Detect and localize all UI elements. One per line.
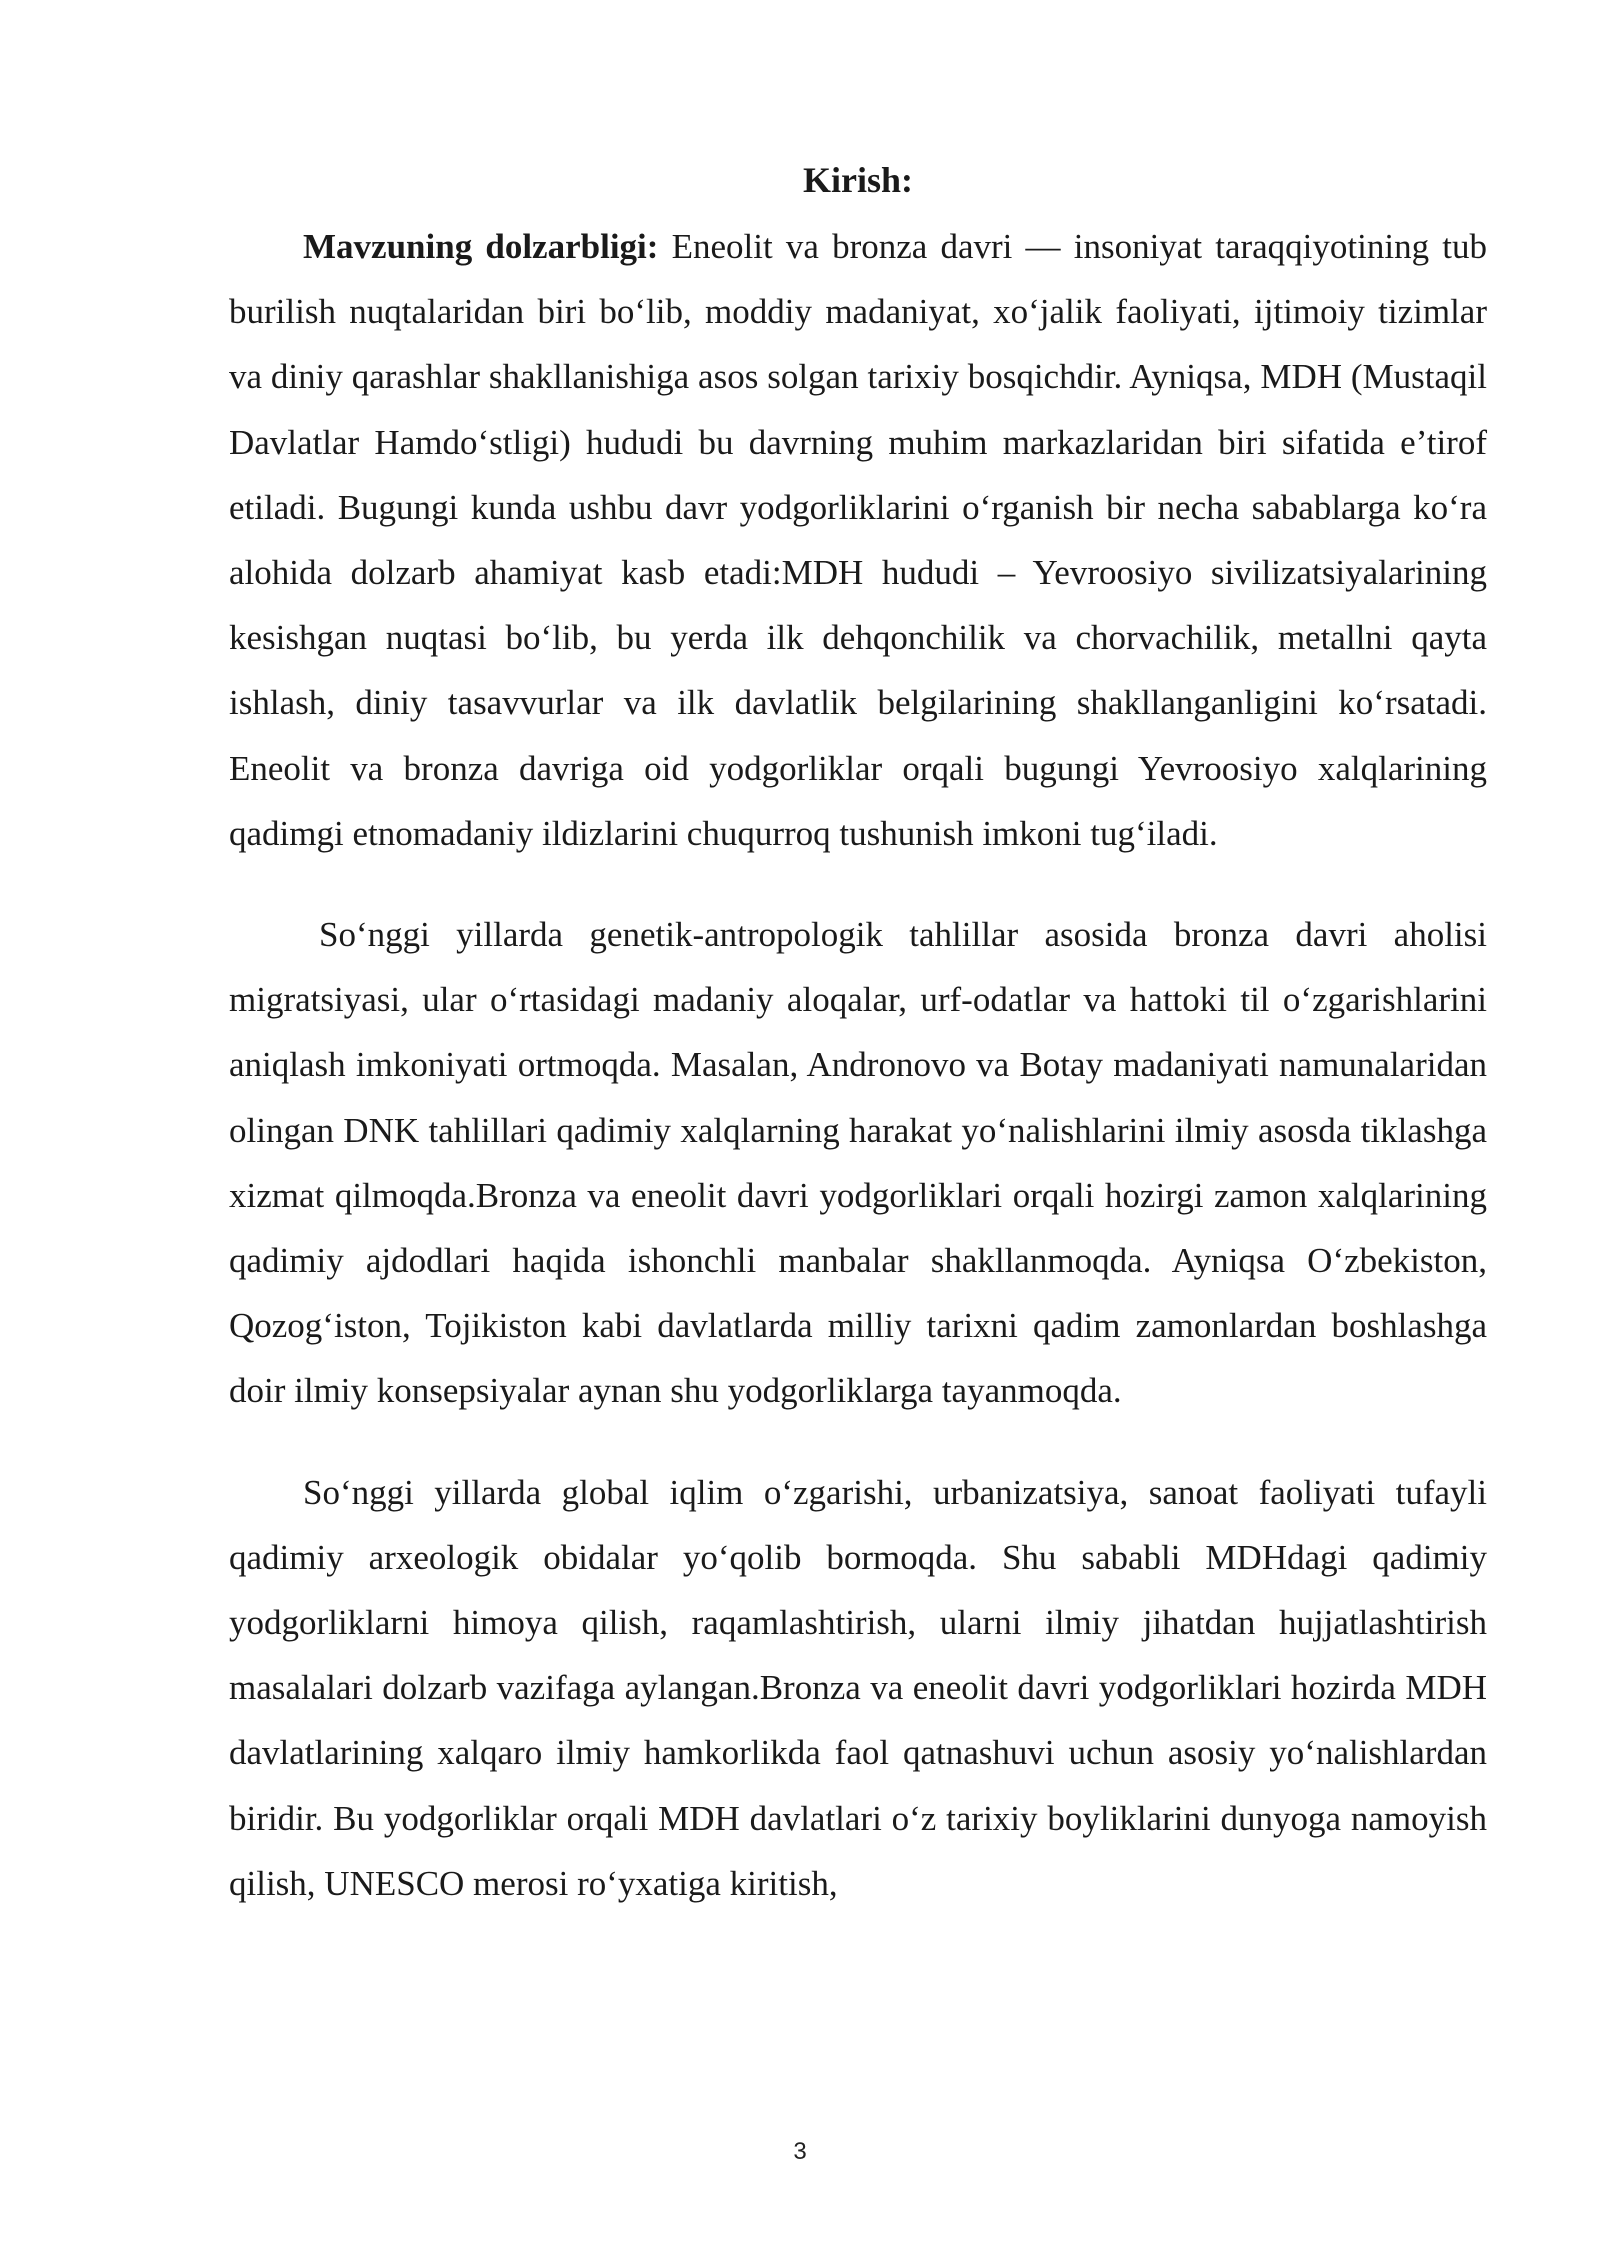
document-page <box>229 150 1487 1916</box>
section-heading: Kirish: <box>802 160 913 200</box>
paragraph-relevance <box>229 214 1487 866</box>
paragraph-lead: Mavzuning dolzarbligi: <box>303 227 659 266</box>
paragraph-body: Eneolit va bronza davri — insoniyat taraqqiyotining tub burilish nuqtalaridan biri bo‘lib, moddiy madaniyat, xo‘jalik faoliyati, ijtimoiy tizimlar va diniy qarashlar shakllanishiga asos solgan tarixiy bosqichdir. Ayniqsa, MDH (Mustaqil Davlatlar Hamdo‘stligi) hududi bu davrning muhim markazlaridan biri sifatida e’tirof etiladi. Bugungi kunda ushbu davr yodgorliklarini o‘rganish bir necha sabablarga ko‘ra alohida dolzarb ahamiyat kasb etadi:MDH hududi – Yevroosiyo sivilizatsiyalarining kesishgan nuqtasi bo‘lib, bu yerda ilk dehqonchilik va chorvachilik, metallni qayta ishlash, diniy tasavvurlar va ilk davlatlik belgilarining shakllanganligini ko‘rsatadi. Eneolit va bronza davriga oid yodgorliklar orqali bugungi Yevroosiyo xalqlarining qadimgi etnomadaniy ildizlarini chuqurroq tushunish imkoni tug‘iladi. <box>229 227 1487 853</box>
paragraph-body: So‘nggi yillarda global iqlim o‘zgarishi, urbanizatsiya, sanoat faoliyati tufayli qadimiy arxeologik obidalar yo‘qolib bormoqda. Shu sababli MDHdagi qadimiy yodgorliklarni himoya qilish, raqamlashtirish, ularni ilmiy jihatdan hujjatlashtirish masalalari dolzarb vazifaga aylangan.Bronza va eneolit davri yodgorliklari hozirda MDH davlatlarining xalqaro ilmiy hamkorlikda faol qatnashuvi uchun asosiy yo‘nalishlardan biridir. Bu yodgorliklar orqali MDH davlatlari o‘z tarixiy boyliklarini dunyoga namoyish qilish, UNESCO merosi ro‘yxatiga kiritish, <box>229 1472 1487 1903</box>
page-number: 3 <box>793 2138 807 2165</box>
paragraph-body: So‘nggi yillarda genetik-antropologik tahlillar asosida bronza davri aholisi migratsiyasi, ular o‘rtasidagi madaniy aloqalar, urf-odatlar va hattoki til o‘zgarishlarini aniqlash imkoniyati ortmoqda. Masalan, Andronovo va Botay madaniyati namunalaridan olingan DNK tahlillari qadimiy xalqlarning harakat yo‘nalishlarini ilmiy asosda tiklashga xizmat qilmoqda.Bronza va eneolit davri yodgorliklari orqali hozirgi zamon xalqlarining qadimiy ajdodlari haqida ishonchli manbalar shakllanmoqda. Ayniqsa O‘zbekiston, Qozog‘iston, Tojikiston kabi davlatlarda milliy tarixni qadim zamonlardan boshlashga doir ilmiy konsepsiyalar aynan shu yodgorliklarga tayanmoqda. <box>229 915 1487 1411</box>
paragraph-genetics <box>229 902 1487 1424</box>
paragraph-preservation <box>229 1460 1487 1916</box>
